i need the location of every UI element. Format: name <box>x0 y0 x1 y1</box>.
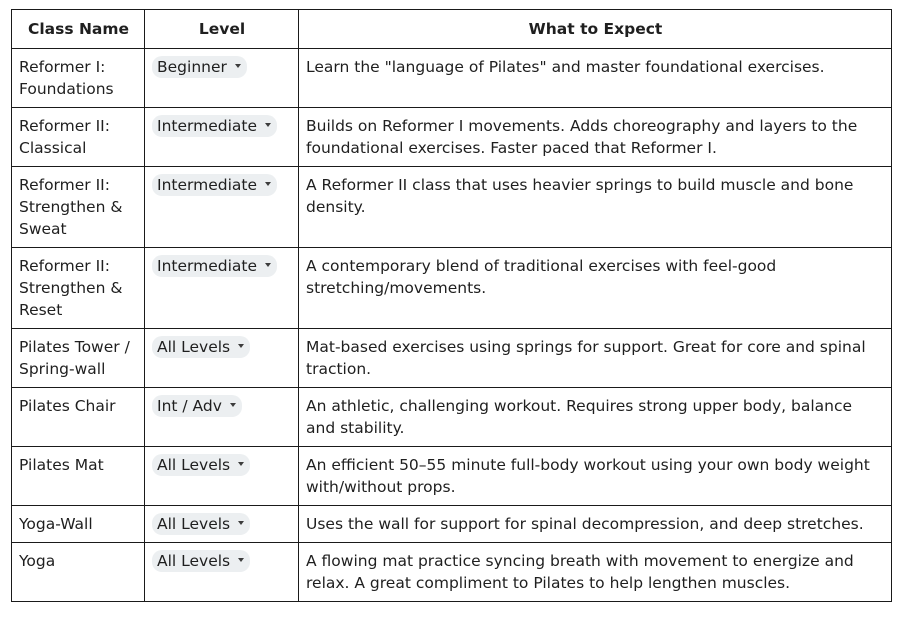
what-to-expect-cell: Uses the wall for support for spinal decompression, and deep stretches. <box>299 506 892 543</box>
table-row <box>12 167 892 248</box>
level-dropdown-chip[interactable] <box>152 454 250 476</box>
what-to-expect-cell: Mat-based exercises using springs for support. Great for core and spinal traction. <box>299 329 892 388</box>
class-name-cell: Pilates Tower / Spring-wall <box>12 329 145 388</box>
header-class-name: Class Name <box>12 10 145 49</box>
level-cell <box>145 167 299 248</box>
level-value: Beginner <box>157 58 227 76</box>
level-cell <box>145 108 299 167</box>
level-value: Intermediate <box>157 176 258 194</box>
what-to-expect-cell: Builds on Reformer I movements. Adds choreography and layers to the foundational exercises. Faster paced that Reformer I. <box>299 108 892 167</box>
level-cell <box>145 388 299 447</box>
class-name-cell: Yoga <box>12 543 145 602</box>
level-cell <box>145 543 299 602</box>
what-to-expect-cell: A Reformer II class that uses heavier springs to build muscle and bone density. <box>299 167 892 248</box>
level-value: Intermediate <box>157 257 258 275</box>
table-row <box>12 506 892 543</box>
level-dropdown-chip[interactable] <box>152 255 277 277</box>
dropdown-caret-icon <box>265 182 271 186</box>
level-cell <box>145 329 299 388</box>
class-name-cell: Pilates Mat <box>12 447 145 506</box>
table-header-row <box>12 10 892 49</box>
level-cell <box>145 506 299 543</box>
class-name-cell: Reformer II: Classical <box>12 108 145 167</box>
table-row <box>12 108 892 167</box>
level-dropdown-chip[interactable] <box>152 550 250 572</box>
what-to-expect-cell: A contemporary blend of traditional exercises with feel-good stretching/movements. <box>299 248 892 329</box>
dropdown-caret-icon <box>265 123 271 127</box>
level-cell <box>145 447 299 506</box>
class-name-cell: Yoga-Wall <box>12 506 145 543</box>
class-name-cell: Pilates Chair <box>12 388 145 447</box>
dropdown-caret-icon <box>238 462 244 466</box>
table-row <box>12 49 892 108</box>
what-to-expect-cell: An athletic, challenging workout. Requires strong upper body, balance and stability. <box>299 388 892 447</box>
class-name-cell: Reformer II: Strengthen & Sweat <box>12 167 145 248</box>
table-row <box>12 388 892 447</box>
table-row <box>12 248 892 329</box>
level-value: All Levels <box>157 552 231 570</box>
level-value: Int / Adv <box>157 397 222 415</box>
dropdown-caret-icon <box>238 344 244 348</box>
class-name-cell: Reformer II: Strengthen & Reset <box>12 248 145 329</box>
class-schedule-table <box>11 9 892 602</box>
table-row <box>12 329 892 388</box>
level-cell <box>145 248 299 329</box>
level-value: All Levels <box>157 515 231 533</box>
level-dropdown-chip[interactable] <box>152 336 250 358</box>
what-to-expect-cell: A flowing mat practice syncing breath with movement to energize and relax. A great compliment to Pilates to help lengthen muscles. <box>299 543 892 602</box>
dropdown-caret-icon <box>230 403 236 407</box>
dropdown-caret-icon <box>238 558 244 562</box>
level-dropdown-chip[interactable] <box>152 115 277 137</box>
level-value: Intermediate <box>157 117 258 135</box>
what-to-expect-cell: An efficient 50–55 minute full-body workout using your own body weight with/without props. <box>299 447 892 506</box>
header-level: Level <box>145 10 299 49</box>
dropdown-caret-icon <box>265 263 271 267</box>
level-dropdown-chip[interactable] <box>152 513 250 535</box>
table-row <box>12 447 892 506</box>
level-cell <box>145 49 299 108</box>
dropdown-caret-icon <box>238 521 244 525</box>
level-dropdown-chip[interactable] <box>152 174 277 196</box>
level-value: All Levels <box>157 338 231 356</box>
table-row <box>12 543 892 602</box>
level-value: All Levels <box>157 456 231 474</box>
dropdown-caret-icon <box>235 64 241 68</box>
class-name-cell: Reformer I: Foundations <box>12 49 145 108</box>
level-dropdown-chip[interactable] <box>152 56 247 78</box>
what-to-expect-cell: Learn the "language of Pilates" and master foundational exercises. <box>299 49 892 108</box>
header-what-to-expect: What to Expect <box>299 10 892 49</box>
level-dropdown-chip[interactable] <box>152 395 242 417</box>
